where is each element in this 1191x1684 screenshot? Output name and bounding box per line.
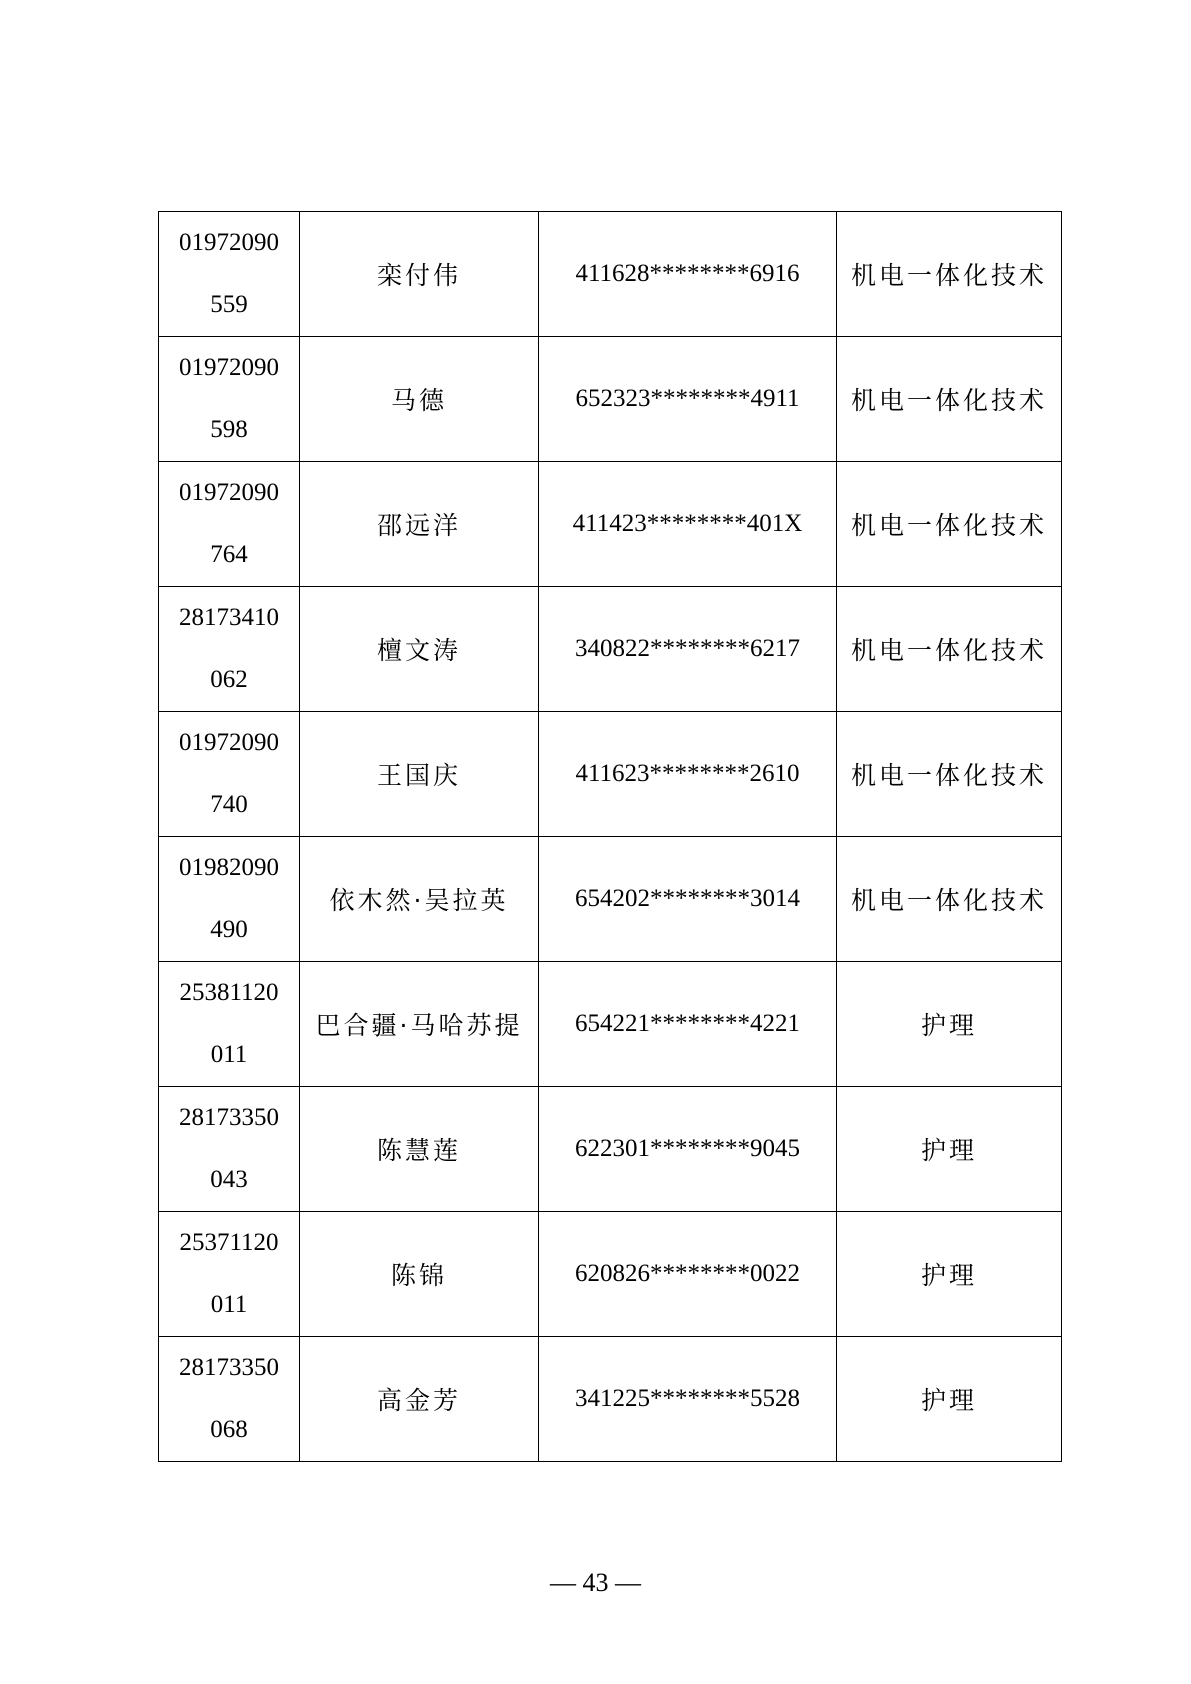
student-name-cell: 依木然·吴拉英 (300, 837, 539, 962)
id-number-cell: 411623********2610 (539, 712, 837, 837)
student-number-line2: 598 (210, 416, 248, 443)
id-number-cell: 411423********401X (539, 462, 837, 587)
student-number-line2: 068 (210, 1416, 248, 1443)
id-number-cell: 341225********5528 (539, 1337, 837, 1462)
student-number-line1: 28173410 (179, 604, 279, 631)
table-row (159, 962, 1062, 1087)
id-number-cell: 340822********6217 (539, 587, 837, 712)
major-cell: 机电一体化技术 (837, 337, 1062, 462)
major-cell: 机电一体化技术 (837, 212, 1062, 337)
student-number-cell (159, 462, 300, 587)
student-number-line1: 25381120 (179, 979, 279, 1006)
student-number-cell (159, 1087, 300, 1212)
table-row (159, 837, 1062, 962)
major-cell: 护理 (837, 962, 1062, 1087)
student-number-line1: 28173350 (179, 1354, 279, 1381)
student-number-line1: 01972090 (179, 229, 279, 256)
student-number-cell (159, 1212, 300, 1337)
student-number-cell (159, 712, 300, 837)
student-number-cell (159, 337, 300, 462)
student-number-line2: 559 (210, 291, 248, 318)
student-name-cell: 马德 (300, 337, 539, 462)
student-name-cell: 栾付伟 (300, 212, 539, 337)
major-cell: 护理 (837, 1337, 1062, 1462)
major-cell: 护理 (837, 1212, 1062, 1337)
student-name-cell: 高金芳 (300, 1337, 539, 1462)
table-row (159, 1212, 1062, 1337)
student-name-cell: 陈锦 (300, 1212, 539, 1337)
table-row (159, 1337, 1062, 1462)
student-number-line2: 490 (210, 916, 248, 943)
table-row (159, 212, 1062, 337)
student-number-line2: 740 (210, 791, 248, 818)
id-number-cell: 411628********6916 (539, 212, 837, 337)
student-number-line2: 062 (210, 666, 248, 693)
table-row (159, 337, 1062, 462)
id-number-cell: 654221********4221 (539, 962, 837, 1087)
major-cell: 机电一体化技术 (837, 587, 1062, 712)
student-number-line1: 28173350 (179, 1104, 279, 1131)
student-number-line1: 25371120 (179, 1229, 279, 1256)
id-number-cell: 652323********4911 (539, 337, 837, 462)
id-number-cell: 622301********9045 (539, 1087, 837, 1212)
student-number-line1: 01972090 (179, 479, 279, 506)
student-number-cell (159, 587, 300, 712)
table-row (159, 462, 1062, 587)
student-number-cell (159, 1337, 300, 1462)
major-cell: 机电一体化技术 (837, 837, 1062, 962)
student-roster-table (158, 211, 1062, 1462)
student-number-cell (159, 212, 300, 337)
student-number-line2: 043 (210, 1166, 248, 1193)
student-name-cell: 檀文涛 (300, 587, 539, 712)
student-name-cell: 邵远洋 (300, 462, 539, 587)
student-name-cell: 王国庆 (300, 712, 539, 837)
student-number-line2: 011 (210, 1291, 248, 1318)
student-name-cell: 陈慧莲 (300, 1087, 539, 1212)
student-number-line2: 764 (210, 541, 248, 568)
table-row (159, 1087, 1062, 1212)
page-number: — 43 — (550, 1568, 641, 1597)
student-number-line1: 01972090 (179, 354, 279, 381)
major-cell: 机电一体化技术 (837, 462, 1062, 587)
student-number-cell (159, 962, 300, 1087)
major-cell: 机电一体化技术 (837, 712, 1062, 837)
table-row (159, 587, 1062, 712)
student-number-line2: 011 (210, 1041, 248, 1068)
student-number-line1: 01982090 (179, 854, 279, 881)
student-number-line1: 01972090 (179, 729, 279, 756)
table-row (159, 712, 1062, 837)
id-number-cell: 654202********3014 (539, 837, 837, 962)
student-name-cell: 巴合疆·马哈苏提 (300, 962, 539, 1087)
major-cell: 护理 (837, 1087, 1062, 1212)
student-number-cell (159, 837, 300, 962)
id-number-cell: 620826********0022 (539, 1212, 837, 1337)
